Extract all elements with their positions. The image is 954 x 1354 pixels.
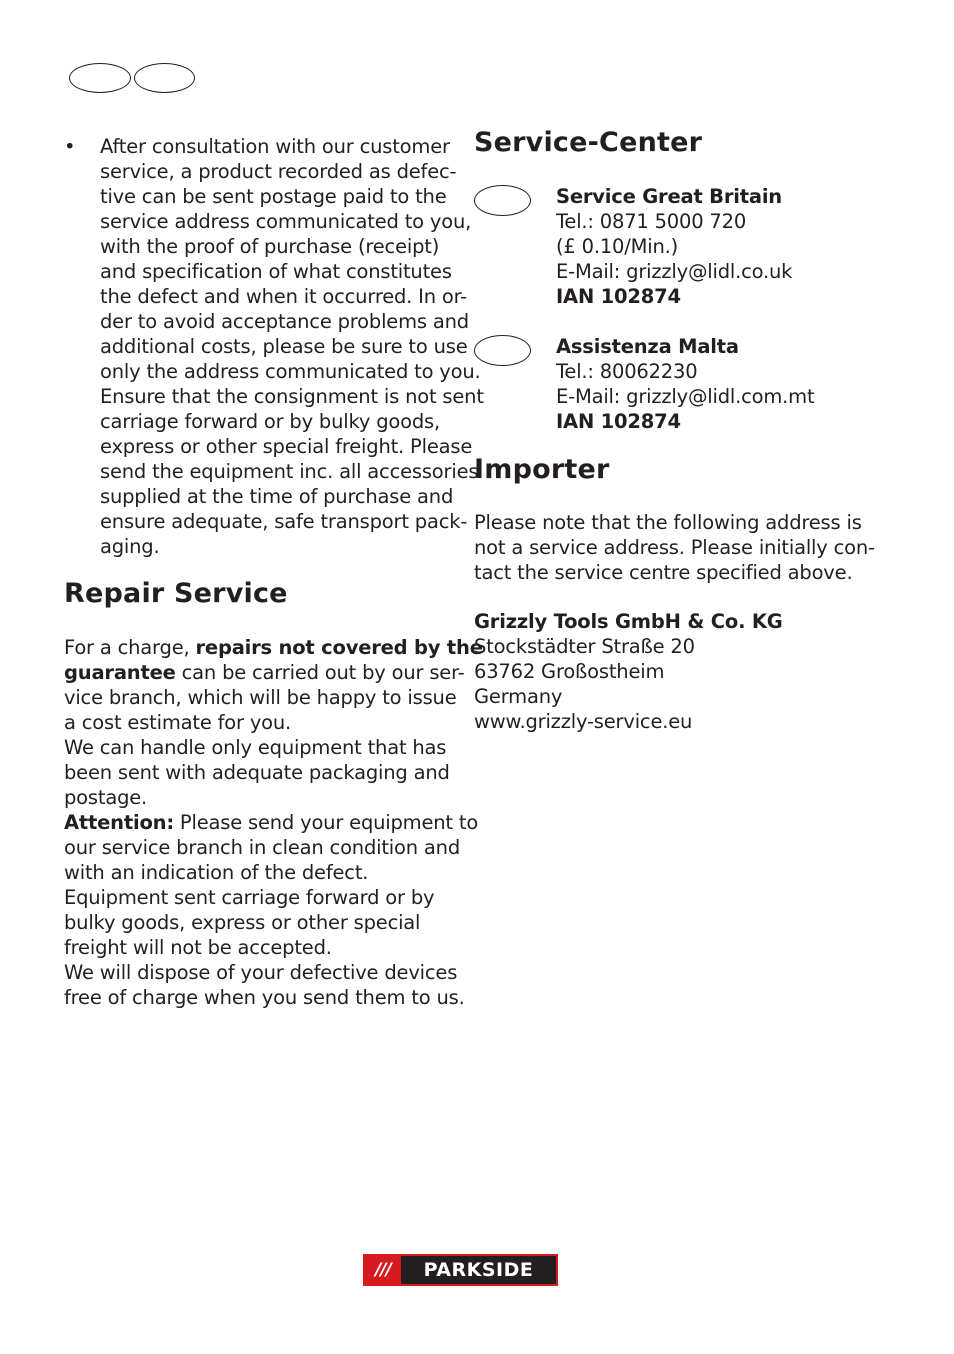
repair-text-line: We will dispose of your defective devices <box>64 961 458 984</box>
service-center-heading: Service-Center <box>474 127 703 158</box>
service-gb-title: Service Great Britain <box>556 185 782 208</box>
repair-text-line: with an indication of the defect. <box>64 861 369 884</box>
guarantee-bold-text: guarantee <box>64 661 176 684</box>
bullet-text-line: Ensure that the consignment is not sent <box>100 385 484 408</box>
repair-cont-text: can be carried out by our ser- <box>175 661 465 684</box>
bullet-text-line: ensure adequate, safe transport pack- <box>100 510 468 533</box>
service-gb-block <box>556 184 792 309</box>
bullet-text-line: service, a product recorded as defec- <box>100 160 457 183</box>
bullet-text-line: send the equipment inc. all accessories <box>100 460 479 483</box>
parkside-logo <box>363 1254 558 1286</box>
bullet-text-line: aging. <box>100 535 160 558</box>
mt-country-oval <box>474 335 531 366</box>
attention-label: Attention: <box>64 811 174 834</box>
repair-intro-text: For a charge, <box>64 636 196 659</box>
country-badge-oval <box>134 63 195 93</box>
bullet-text-line: tive can be sent postage paid to the <box>100 185 447 208</box>
address-line: www.grizzly-service.eu <box>474 710 693 733</box>
importer-note <box>474 510 875 585</box>
repair-text-line: vice branch, which will be happy to issue <box>64 686 457 709</box>
repair-text-line: bulky goods, express or other special <box>64 911 421 934</box>
repair-text-line: a cost estimate for you. <box>64 711 292 734</box>
bullet-paragraph <box>100 134 484 559</box>
bullet-text-line: additional costs, please be sure to use <box>100 335 468 358</box>
service-mt-ian: IAN 102874 <box>556 410 681 433</box>
bullet-text-line: service address communicated to you, <box>100 210 472 233</box>
bullet-text-line: with the proof of purchase (receipt) <box>100 235 440 258</box>
repair-text-line: free of charge when you send them to us. <box>64 986 465 1009</box>
bullet-text-line: After consultation with our customer <box>100 135 450 158</box>
bullet-text-line: der to avoid acceptance problems and <box>100 310 469 333</box>
bullet-text-line: carriage forward or by bulky goods, <box>100 410 440 433</box>
service-mt-email: E-Mail: grizzly@lidl.com.mt <box>556 385 815 408</box>
bullet-marker: • <box>64 135 76 158</box>
service-mt-phone: Tel.: 80062230 <box>556 360 698 383</box>
importer-heading: Importer <box>474 454 610 485</box>
service-mt-block <box>556 334 814 434</box>
gb-country-oval <box>474 185 531 216</box>
bullet-text-line: supplied at the time of purchase and <box>100 485 454 508</box>
repair-text-line: postage. <box>64 786 148 809</box>
importer-note-line: Please note that the following address is <box>474 511 862 534</box>
importer-note-line: not a service address. Please initially con- <box>474 536 875 559</box>
service-gb-phone: Tel.: 0871 5000 720 <box>556 210 747 233</box>
service-gb-ian: IAN 102874 <box>556 285 681 308</box>
repair-text-line: We can handle only equipment that has <box>64 736 447 759</box>
importer-company: Grizzly Tools GmbH & Co. KG <box>474 610 783 633</box>
service-gb-email: E-Mail: grizzly@lidl.co.uk <box>556 260 793 283</box>
language-badge-oval <box>69 63 131 93</box>
logo-stripes-icon: /// <box>365 1256 401 1284</box>
bullet-text-line: express or other special freight. Please <box>100 435 473 458</box>
bullet-text-line: only the address communicated to you. <box>100 360 481 383</box>
service-mt-title: Assistenza Malta <box>556 335 739 358</box>
address-line: Germany <box>474 685 563 708</box>
repair-text-line: freight will not be accepted. <box>64 936 332 959</box>
bullet-text-line: and specification of what constitutes <box>100 260 452 283</box>
address-line: 63762 Großostheim <box>474 660 665 683</box>
repair-text-line: Equipment sent carriage forward or by <box>64 886 435 909</box>
address-line: Stockstädter Straße 20 <box>474 635 695 658</box>
bullet-text-line: the defect and when it occurred. In or- <box>100 285 468 308</box>
service-gb-rate: (£ 0.10/Min.) <box>556 235 679 258</box>
repair-text-line: been sent with adequate packaging and <box>64 761 450 784</box>
repair-bold-text: repairs not covered by the <box>195 636 483 659</box>
logo-wordmark: PARKSIDE <box>401 1256 556 1284</box>
repair-service-paragraph <box>64 635 483 1010</box>
repair-text-line: our service branch in clean condition and <box>64 836 460 859</box>
repair-service-heading: Repair Service <box>64 578 288 609</box>
attention-text: Please send your equipment to <box>173 811 479 834</box>
importer-address <box>474 609 783 734</box>
importer-note-line: tact the service centre specified above. <box>474 561 853 584</box>
